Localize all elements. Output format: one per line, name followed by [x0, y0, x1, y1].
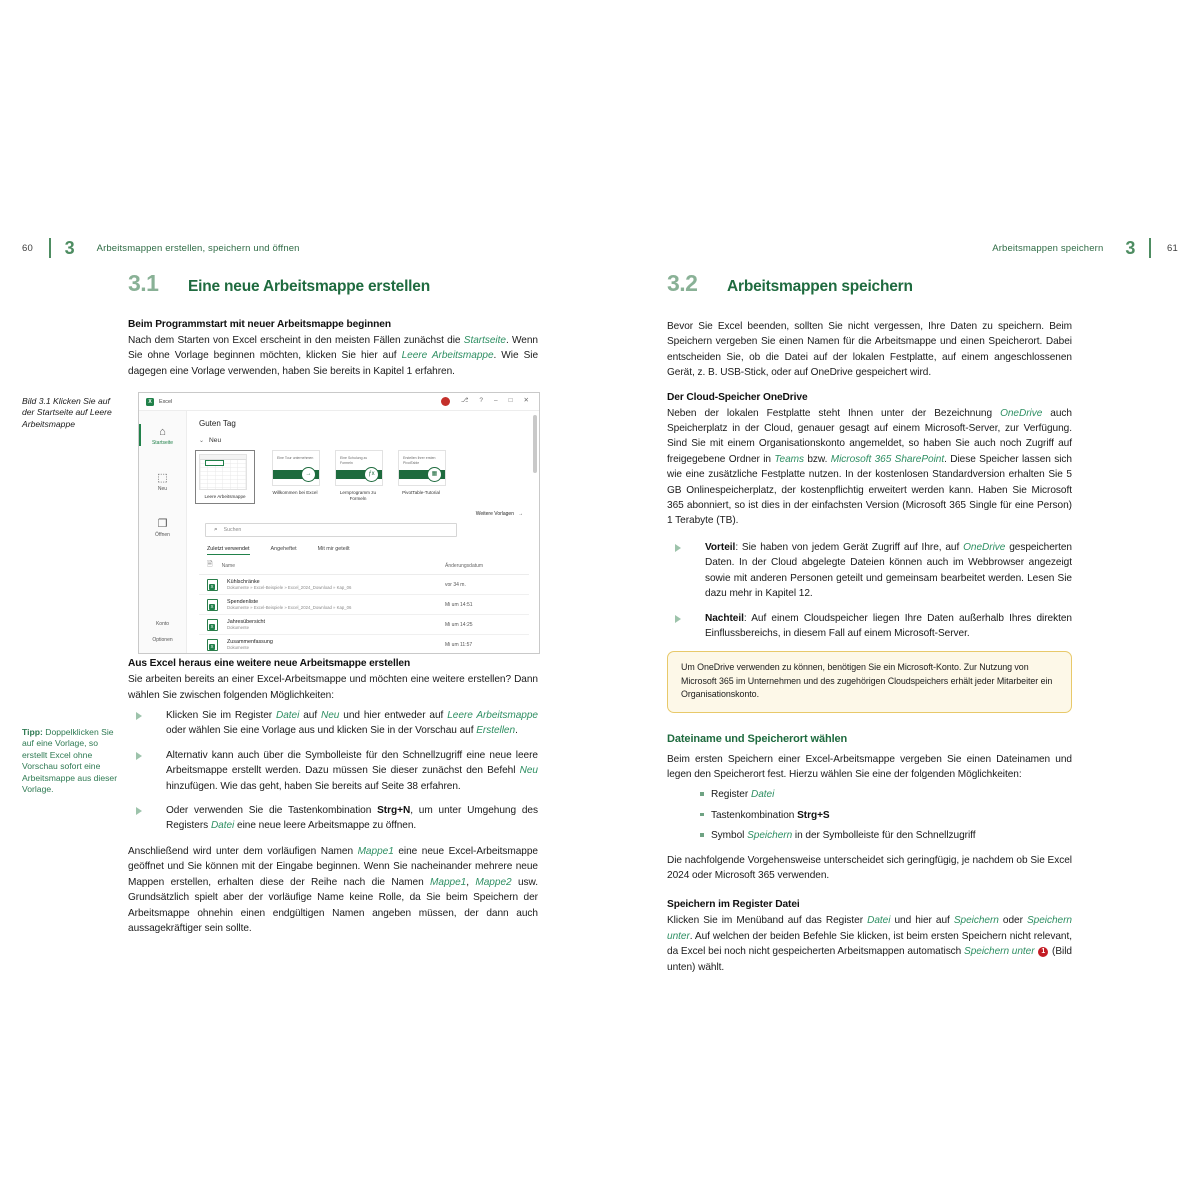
template-card-willkommen[interactable]	[272, 450, 318, 496]
table-icon: ▦	[427, 467, 442, 482]
paragraph-speichern-intro: Bevor Sie Excel beenden, sollten Sie nicht vergessen, Ihre Daten zu speichern. Beim Speichern vergeben Sie einen Namen für die Arbeitsmappe und einen Speicherort. Dabei entscheiden Sie, ob die Datei auf der lokalen Festplatte, auf einem angeschlossenen Gerät, z. B. USB-Stick, oder auf OneDrive gespeichert wird.	[667, 321, 1072, 379]
shortcut-strg-s: Strg+S	[797, 809, 830, 821]
running-head-right	[992, 238, 1178, 258]
file-date: vor 34 m.	[445, 581, 466, 588]
sidebar-item-label: Startseite	[151, 440, 174, 446]
t: Klicken Sie im Register	[166, 710, 276, 722]
selected-cell-indicator	[205, 460, 224, 466]
paragraph-startseite	[128, 333, 538, 379]
file-path: Dokumente	[227, 624, 249, 630]
t: oder wählen Sie eine Vorlage aus und klicken Sie in der Vorschau auf	[166, 725, 477, 737]
excel-title-bar	[139, 393, 539, 411]
search-input[interactable]	[205, 523, 457, 537]
folio-right: 61	[1167, 242, 1178, 254]
rule-left	[49, 238, 51, 258]
label-vorteil: Vorteil	[705, 541, 736, 553]
greeting-text: Guten Tag	[199, 419, 236, 428]
file-name: Spendenliste	[227, 598, 259, 605]
sidebar-item-label: Öffnen	[155, 532, 170, 538]
grid-icon	[200, 455, 246, 489]
template-art	[273, 451, 319, 485]
neu-section-header[interactable]	[199, 437, 529, 444]
term-leere-arbeitsmappe: Leere Arbeitsmappe	[401, 350, 494, 362]
section-title: Eine neue Arbeitsmappe erstellen	[188, 278, 430, 295]
table-row[interactable]	[199, 615, 529, 635]
file-meta	[227, 639, 445, 651]
card-caption: Willkommen bei Excel	[272, 490, 318, 495]
list-item	[667, 808, 1072, 823]
t: . Wie Sie dagegen eine Vorlage verwenden, haben Sie bereits in Kapitel 1 erfahren.	[128, 350, 539, 377]
file-path: Dokumente » Excel-Beispiele » Excel_2024_Download » Kap_06	[227, 584, 352, 590]
table-row[interactable]	[199, 575, 529, 595]
scrollbar-thumb[interactable]	[533, 415, 537, 473]
template-thumbnail	[398, 450, 446, 486]
thumb-text: Eine Schulung zu Formeln	[340, 456, 368, 465]
paragraph-onedrive	[667, 406, 1072, 529]
tip-text: Doppelklicken Sie auf eine Vorlage, so erstellt Excel ohne Vorschau sofort eine Arbeitsmappe aus dieser Vorlage.	[22, 727, 118, 795]
home-icon: ⌂	[159, 426, 166, 438]
t: ,	[466, 876, 476, 888]
paragraph-mappe1	[128, 844, 538, 936]
label-nachteil: Nachteil	[705, 612, 744, 624]
section-title: Arbeitsmappen speichern	[727, 278, 913, 295]
file-date: Mi um 14:51	[445, 601, 473, 608]
tab-angeheftet[interactable]: Angeheftet	[270, 546, 297, 552]
t: auch Speicherplatz in der Cloud, genauer gesagt auf einem Microsoft-Server, zur Verfügung. Sind Sie mit einem Organisationskonto angemeldet, so haben Sie auch noch Zugriff auf freigegebene Ordner in	[667, 407, 1072, 465]
file-name: Kühlschränke	[227, 578, 260, 585]
bullet-list-right	[667, 540, 1072, 641]
section-number: 3.2	[667, 270, 698, 296]
card-caption: Lernprogramm zu Formeln	[339, 490, 377, 501]
t: in der Symbolleiste für den Schnellzugriff	[792, 830, 976, 842]
thumb-text: Erstellen Ihrer ersten PivotTable	[403, 456, 436, 465]
excel-file-icon	[207, 619, 218, 631]
t: Nach dem Starten von Excel erscheint in den meisten Fällen zunächst die	[128, 335, 464, 346]
excel-file-icon	[207, 579, 218, 591]
section-number: 3.1	[128, 270, 159, 296]
term-onedrive: OneDrive	[963, 541, 1006, 553]
column-header-name: Name	[221, 562, 235, 569]
t: hinzufügen. Wie das geht, haben Sie bereits auf Seite 38 erfahren.	[166, 780, 461, 792]
chapter-number-right: 3	[1125, 238, 1136, 258]
thumb-text: Eine Tour unternehmen	[277, 456, 314, 460]
close-icon[interactable]: ✕	[523, 397, 529, 405]
subheading-programmstart: Beim Programmstart mit neuer Arbeitsmappe beginnen	[128, 319, 391, 330]
term-erstellen: Erstellen	[476, 725, 516, 737]
t: und hier auf	[890, 915, 954, 927]
running-head-left	[22, 238, 300, 258]
more-templates-link[interactable]	[199, 511, 523, 517]
t: bzw.	[804, 453, 831, 465]
t: : Auf einem Cloudspeicher liegen Ihre Daten außerhalb Ihres direkten Einflussbereichs, in diesem Fall auf einem Microsoft-Server.	[705, 612, 1072, 639]
t: Tastenkombination	[711, 809, 798, 821]
t: und hier entweder auf	[339, 710, 448, 722]
term-datei: Datei	[867, 915, 891, 927]
list-item	[128, 708, 538, 739]
search-icon: ⌕	[214, 526, 218, 533]
subheading-aus-excel-heraus: Aus Excel heraus eine weitere neue Arbeitsmappe erstellen	[128, 658, 411, 670]
paragraph-dateiname: Beim ersten Speichern einer Excel-Arbeitsmappe vergeben Sie einen Dateinamen und legen den Speicherort fest. Hierzu wählen Sie eine der folgenden Möglichkeiten:	[667, 753, 1072, 780]
search-placeholder: Suchen	[223, 527, 242, 533]
excel-backstage	[139, 411, 539, 654]
chevron-down-icon: ⌄	[199, 438, 205, 444]
card-caption: PivotTable-Tutorial	[402, 490, 440, 495]
chapter-number-left: 3	[64, 238, 75, 258]
more-templates-label: Weitere Vorlagen	[475, 511, 514, 517]
t: Register	[711, 789, 751, 801]
ribbon-display-icon[interactable]: ⎇	[460, 397, 469, 405]
excel-file-icon	[207, 639, 218, 651]
term-sharepoint: Microsoft 365 SharePoint	[830, 453, 945, 465]
sidebar-item-neu[interactable]	[139, 472, 186, 492]
blank-workbook-thumbnail	[199, 454, 247, 490]
template-thumbnail	[272, 450, 320, 486]
t: Symbol	[711, 830, 748, 842]
t: .	[515, 725, 518, 737]
t: Anschließend wird unter dem vorläufigen Namen	[128, 845, 358, 857]
excel-logo-icon: X	[146, 398, 154, 406]
template-card-row	[199, 450, 529, 504]
excel-home-pane	[187, 411, 539, 654]
subheading-onedrive: Der Cloud-Speicher OneDrive	[667, 391, 808, 403]
sidebar-item-startseite[interactable]	[139, 426, 186, 446]
arrow-right-icon: →	[301, 467, 316, 482]
excel-start-screen-figure	[138, 392, 540, 654]
card-caption: Leere Arbeitsmappe	[204, 494, 246, 499]
list-item	[667, 611, 1072, 642]
title-bar-controls	[441, 397, 536, 406]
file-name: Zusammenfassung	[227, 638, 273, 645]
term-mappe2: Mappe2	[475, 876, 512, 888]
t: eine neue Excel-Arbeitsmappe geöffnet und Sie können mit der Eingabe beginnen. Wenn Sie nacheinander mehrere neue Mappen erstellen, erhalten diese der Reihe nach die Namen	[128, 845, 538, 888]
t: Klicken Sie im Menüband auf das Register	[667, 915, 868, 927]
t: Neben der lokalen Festplatte steht Ihnen unter der Bezeichnung	[667, 407, 1001, 419]
term-mappe1: Mappe1	[430, 876, 467, 888]
file-table-header	[199, 560, 529, 575]
t: eine neue leere Arbeitsmappe zu öffnen.	[234, 820, 417, 832]
term-datei: Datei	[210, 820, 235, 832]
minimize-icon[interactable]: –	[493, 397, 498, 405]
template-card-leere-arbeitsmappe[interactable]	[195, 450, 255, 504]
file-date: Mi um 14:25	[445, 621, 473, 628]
template-card-pivottable[interactable]	[398, 450, 444, 496]
vertical-scrollbar[interactable]	[533, 415, 537, 650]
section-heading-3-2	[667, 270, 1072, 297]
right-page-column	[667, 270, 1072, 986]
callout-badge-1: 1	[1038, 947, 1048, 957]
term-speichern: Speichern	[953, 915, 999, 927]
list-item	[128, 803, 538, 834]
t: . Diese Speicher lassen sich wie eine zusätzliche Festplatte nutzen. In der kostenlosen Standardversion erhalten Sie 5 GB Onlinespeicherplatz, der kostenpflichtig erweitert werden kann. Haben Sie Microsoft 365 abonniert, so ist dies in der einfachsten Version (Microsoft 365 Single für eine Person) 1 Terabyte (TB).	[667, 453, 1072, 527]
file-date: Mi um 11:57	[445, 641, 473, 648]
table-row[interactable]	[199, 595, 529, 615]
term-onedrive: OneDrive	[1000, 407, 1043, 419]
tip-label: Tipp:	[22, 727, 43, 737]
template-card-lernprogramm[interactable]	[335, 450, 381, 502]
function-icon: ƒx	[364, 467, 379, 482]
maximize-icon[interactable]: □	[508, 397, 513, 405]
tab-zuletzt-verwendet[interactable]: Zuletzt verwendet	[207, 546, 250, 555]
section-heading-3-1	[128, 270, 538, 297]
help-icon[interactable]: ?	[479, 397, 483, 405]
shortcut-strg-n: Strg+N	[377, 805, 411, 817]
sidebar-item-label: Neu	[157, 486, 168, 492]
table-row[interactable]	[199, 635, 529, 654]
file-meta	[227, 599, 445, 611]
excel-backstage-nav-bottom	[139, 616, 186, 648]
tab-mit-mir-geteilt[interactable]: Mit mir geteilt	[317, 546, 350, 552]
t: gespeicherten Daten. In der Cloud abgelegte Dateien können auch im Webbrowser angezeigt sowie mit anderen Personen geteilt und gemeinsam bearbeitet werden. Lesen Sie dazu mehr in Kapitel 12.	[705, 541, 1072, 600]
arrow-right-icon: →	[518, 511, 523, 517]
rule-right	[1149, 238, 1151, 258]
term-leere-arbeitsmappe: Leere Arbeitsmappe	[447, 710, 538, 722]
new-document-icon: ⬚	[157, 472, 168, 484]
document-icon: 🗎	[207, 561, 213, 568]
options-list	[667, 787, 1072, 843]
t: usw. Grundsätzlich spielt aber der vorläufige Name keine Rolle, da Sie beim Speichern der Arbeitsmappe ohnehin einen endgültigen Namen angeben müssen, der dann auch aussagekräftiger sein sollte.	[128, 876, 538, 934]
term-startseite: Startseite	[463, 335, 506, 346]
paragraph-moeglichkeiten: Sie arbeiten bereits an einer Excel-Arbeitsmappe und möchten eine weitere erstellen? Dann wählen Sie zwischen folgenden Möglichkeiten:	[128, 674, 538, 701]
file-path: Dokumente	[227, 644, 249, 650]
sidebar-item-oeffnen[interactable]	[139, 518, 186, 538]
column-header-date: Änderungsdatum	[445, 562, 484, 569]
file-meta	[227, 619, 445, 631]
template-art	[336, 451, 382, 485]
list-item	[667, 787, 1072, 802]
running-title-right: Arbeitsmappen speichern	[992, 242, 1104, 254]
folder-open-icon: ❐	[157, 518, 168, 530]
term-speichern-unter: Speichern unter	[964, 946, 1035, 958]
term-datei: Datei	[275, 710, 300, 722]
tip-margin-note	[22, 727, 122, 795]
list-item	[667, 828, 1072, 843]
folio-left: 60	[22, 242, 33, 254]
sidebar-item-optionen[interactable]: Optionen	[152, 637, 173, 643]
file-path: Dokumente » Excel-Beispiele » Excel_2024_Download » Kap_06	[227, 604, 352, 610]
subheading-speichern-register: Speichern im Register Datei	[667, 899, 800, 911]
list-item	[128, 748, 538, 794]
term-datei: Datei	[750, 789, 775, 801]
term-neu: Neu	[519, 765, 538, 777]
t: , um unter Umgehung des Registers	[166, 805, 538, 832]
t: Alternativ kann auch über die Symbolleiste für den Schnellzugriff eine neue leere Arbeitsmappe erstellt werden. Dazu müssen Sie dieser zunächst den Befehl	[166, 749, 538, 777]
template-art	[399, 451, 445, 485]
term-speichern: Speichern	[747, 830, 793, 842]
t: (Bild unten) wählt.	[667, 946, 1072, 973]
excel-file-icon	[207, 599, 218, 611]
term-teams: Teams	[774, 453, 804, 465]
list-item	[667, 540, 1072, 602]
t: : Sie haben von jedem Gerät Zugriff auf Ihre, auf	[735, 541, 964, 553]
file-name: Jahresübersicht	[227, 618, 266, 625]
info-note-box	[667, 651, 1072, 712]
paragraph-vorgehensweise: Die nachfolgende Vorgehensweise unterscheidet sich geringfügig, je nachdem ob Sie Excel 2024 oder Microsoft 365 verwenden.	[667, 854, 1072, 881]
term-mappe1: Mappe1	[357, 845, 394, 857]
subheading-dateiname: Dateiname und Speicherort wählen	[667, 732, 848, 745]
neu-label: Neu	[209, 437, 222, 444]
term-neu: Neu	[321, 710, 340, 722]
excel-backstage-nav	[139, 411, 187, 654]
file-meta	[227, 579, 445, 591]
t: . Wenn Sie ohne Vorlage beginnen möchten, klicken Sie hier auf	[128, 335, 538, 362]
note-text: Um OneDrive verwenden zu können, benötigen Sie ein Microsoft-Konto. Zur Nutzung von Microsoft 365 im Unternehmen und des zugehörigen Cloudspeichers erhält jeder Mitarbeiter ein Organisationskonto.	[681, 662, 1053, 700]
t: Oder verwenden Sie die Tastenkombination	[166, 805, 378, 817]
t: auf	[299, 710, 321, 722]
excel-app-name: Excel	[159, 398, 173, 405]
t: . Auf welchen der beiden Befehle Sie klicken, ist beim ersten Speichern nicht relevant, da Excel bei noch nicht gespeicherten Arbeitsmappen automatisch	[667, 930, 1072, 958]
t: oder	[998, 915, 1027, 927]
running-title-left: Arbeitsmappen erstellen, speichern und öffnen	[96, 242, 300, 254]
template-thumbnail	[335, 450, 383, 486]
file-list-tabs	[207, 546, 529, 555]
bullet-list-left	[128, 708, 538, 834]
avatar[interactable]	[441, 397, 450, 406]
sidebar-item-konto[interactable]: Konto	[155, 621, 170, 627]
figure-caption: Bild 3.1 Klicken Sie auf der Startseite auf Leere Arbeitsmappe	[22, 396, 112, 429]
term-speichern-unter: Speichern unter	[667, 915, 1072, 942]
paragraph-menueband	[667, 913, 1072, 975]
